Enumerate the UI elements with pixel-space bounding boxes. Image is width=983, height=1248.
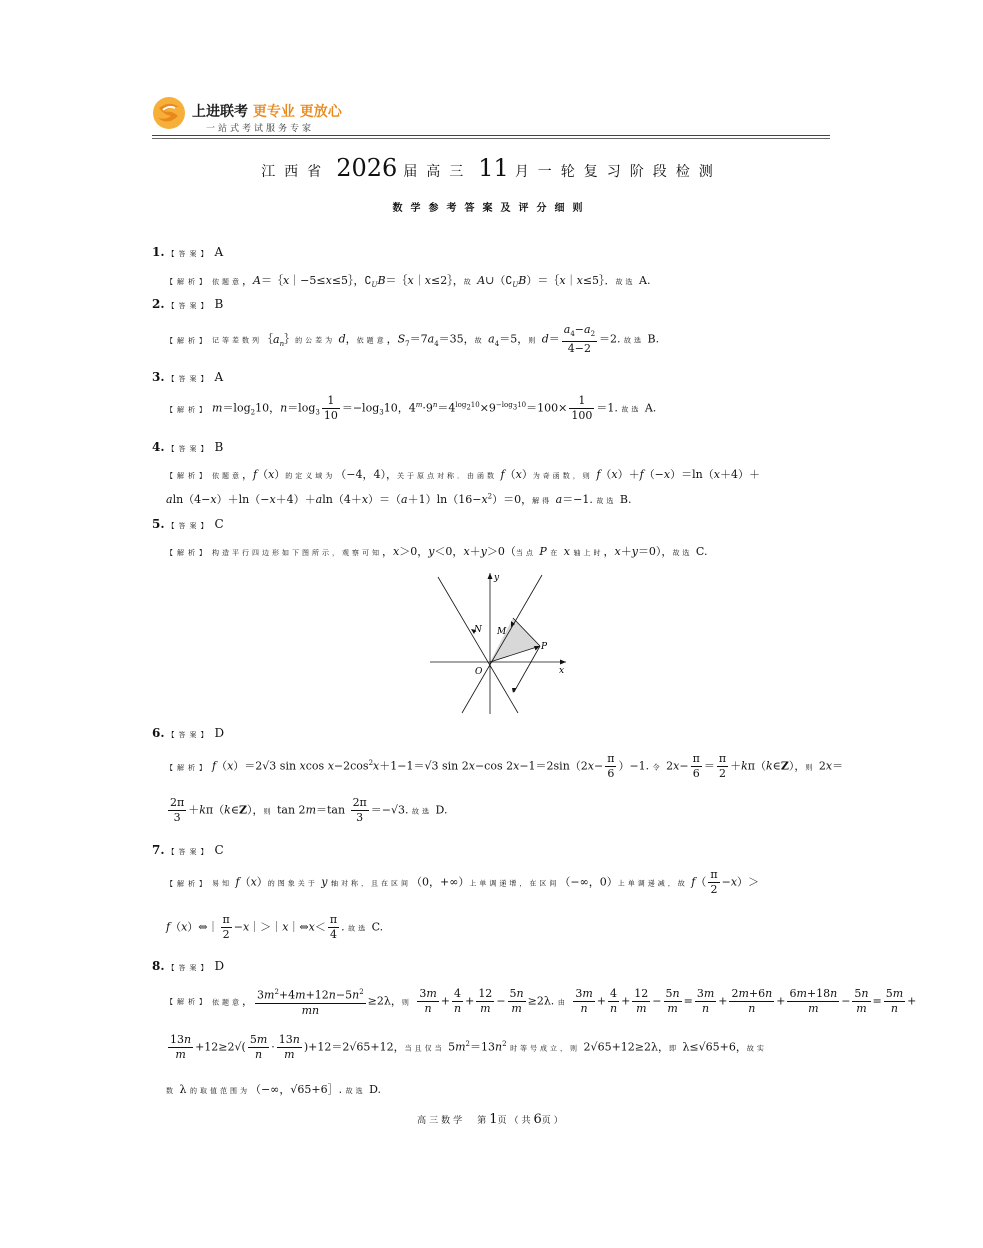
parallelogram-figure <box>428 570 570 716</box>
point-label-N: N <box>474 625 482 635</box>
point-label-M: M <box>497 627 507 637</box>
answer-line-5: 5. 【答案】 C <box>152 517 224 531</box>
analysis-4-line2: $aln(4-x)+\ln(-x+4)+aln(4+x)=(a+1)\ln(16-x^2)=0$，解得 a＝−1. 故选 B. <box>166 492 632 506</box>
axis-label-y: y <box>494 573 500 583</box>
analysis-8-line3: 数 λ 的取值范围为（−∞，√65+6］. 故选 D. <box>166 1083 381 1096</box>
page-footer: 高三数学 第1页（共6页） <box>417 1112 566 1127</box>
analysis-8-line2: $\frac{13n}{m}$ +12≥2√( $\frac{5m}{n}$ · $\frac{13n}{m}$ )+12＝2√65+12，当且仅当 $5m^2=13n^2$ 时等号成立，则 2√65+12≥2λ，即 λ≤√65+6，故实 <box>170 1033 767 1061</box>
answer-line-2: 2. 【答案】 B <box>152 297 224 311</box>
header-rule <box>152 135 830 136</box>
axis-label-x: x <box>559 666 565 676</box>
analysis-7-line1: 【解析】 易知 f（x）的图象关于 y 轴对称，且在区间（0，+∞）上单调递增，在区间（−∞，0）上单调递减，故 f（ $\frac{\pi}{2}$ −x）＞ <box>166 868 760 896</box>
page-subtitle: 数学参考答案及评分细则 <box>392 203 591 214</box>
header-rule-thin <box>152 138 830 139</box>
answer-line-4: 4. 【答案】 B <box>152 440 224 454</box>
analysis-5: 【解析】 构造平行四边形如下图所示，观察可知，x＞0，y＜0，x＋y＞0（当点 P 在 x 轴上时，x＋y＝0），故选 C. <box>166 545 708 558</box>
answer-line-7: 7. 【答案】 C <box>152 843 224 857</box>
analysis-8-line1: 【解析】 依题意， $\frac{3m^2+4m+12n-5n^2}{mn}$ ≥2λ，则 $\frac{3m}{n}$ + $\frac{4}{n}$ + $\frac{12}{m}$ − $\frac{5n}{m}$ ≥2λ. 由 $\frac{3m}{n}$ + $\frac{4}{n}$ + $\frac{12}{m}$ − $\frac{5n}{m}$ = $\frac{3m}{n}$ + $\frac{2m+6n}{n}$ + $\frac{6m+18n}{m}$ − $\frac{5n}{m}$ = $\frac{5m}{n}$ + <box>166 986 917 1017</box>
answer-line-1: 1. 【答案】 A <box>152 245 224 259</box>
logo-icon <box>152 96 186 130</box>
point-label-O: O <box>475 667 483 677</box>
analysis-6-line2: $\frac{2\pi}{3}$ ＋kπ（k∈Z），则 tan 2m＝tan $\frac{2\pi}{3}$ ＝−√3. 故选 D. <box>170 796 448 824</box>
analysis-1: 【解析】 依题意，A＝｛x｜−5≤x≤5｝，$∁_UB=\{x|x\le 2\}$，故 $A\cup(∁_UB)=\{x|x\le 5\}$．故选 A. <box>166 274 651 290</box>
analysis-4-line1: 【解析】 依题意，f（x）的定义域为（−4，4），关于原点对称．由函数 f（x）为奇函数，则 f（x）＋f（−x）＝ln（x＋4）＋ <box>166 468 760 481</box>
brand-slogan: 一站式考试服务专家 <box>206 124 315 134</box>
point-label-P: P <box>541 642 548 652</box>
answer-line-8: 8. 【答案】 D <box>152 959 225 973</box>
answer-line-3: 3. 【答案】 A <box>152 370 224 384</box>
analysis-7-line2: f（x）⇔｜ $\frac{\pi}{2}$ −x｜＞｜x｜⇔x＜ $\frac{\pi}{4}$ . 故选 C. <box>166 913 384 941</box>
answer-line-6: 6. 【答案】 D <box>152 726 225 740</box>
page-title: 江西省 2026 届高三 11 月一轮复习阶段检测 <box>261 154 722 182</box>
analysis-6-line1: 【解析】 f（x）＝2√3 sin xcos $x-2\cos^2x+1-1=√3$ sin 2x−cos 2x−1＝2sin（2x− $\frac{\pi}{6}$ ）−1. 令 2x− $\frac{\pi}{6}$ ＝ $\frac{\pi}{2}$ ＋kπ（k∈Z），则 2x＝ <box>166 752 844 780</box>
brand-name: 上进联考 更专业 更放心 <box>192 104 342 120</box>
analysis-3: 【解析】 $m=\log_210$，$n=\log_3$ $\frac{1}{10}$ $=-\log_310$，$4^m\cdot 9^n=4^{log_210}\times 9^{-log_310}=100\times$ $\frac{1}{100}$ ＝1. 故选 A. <box>166 394 657 422</box>
analysis-2: 【解析】 记等差数列$\{a_n\}$的公差为 d，依题意，$S_7=7a_4=35$，故 $a_4=5$，则 d＝ $\frac{a_4-a_2}{4-2}$ ＝2. 故选 B. <box>166 323 660 356</box>
